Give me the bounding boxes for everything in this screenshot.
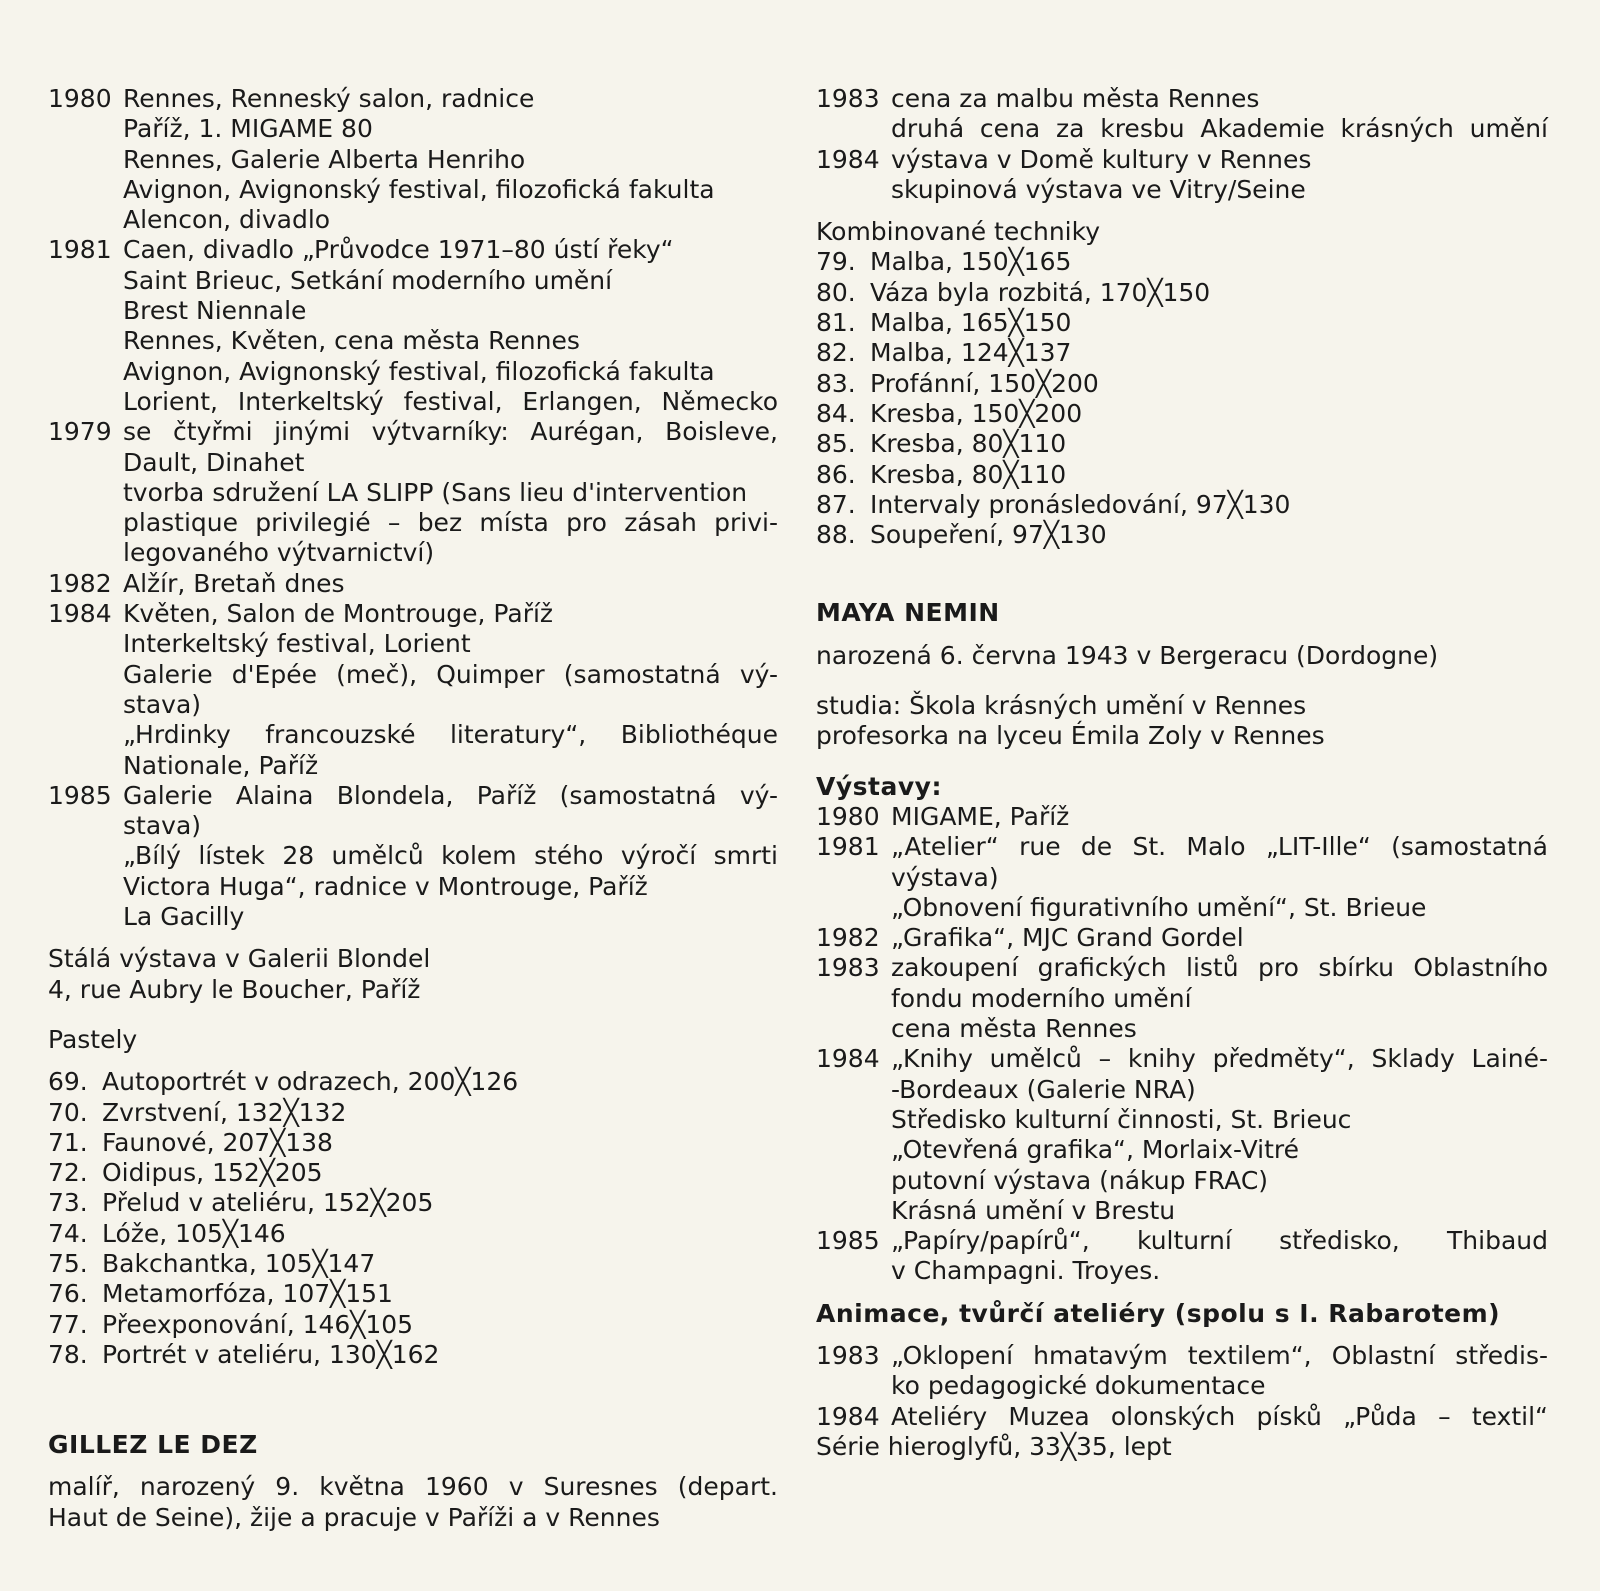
item-number: 86.	[816, 459, 856, 489]
item-number: 71.	[48, 1127, 88, 1157]
entry-line: stava)	[123, 811, 202, 841]
entry-line: „Bílý lístek 28 umělců kolem stého výročí smrti	[123, 841, 778, 871]
text-line: Stálá výstava v Galerii Blondel	[48, 944, 431, 974]
year-entry	[816, 832, 1548, 923]
entry-line: Caen, divadlo „Průvodce 1971–80 ústí řeky“	[123, 235, 674, 265]
item-title: Přelud v ateliéru, 152╳205	[102, 1188, 434, 1218]
entry-line: „Otevřená grafika“, Morlaix-Vitré	[891, 1135, 1299, 1165]
entry-line: fondu moderního umění	[891, 983, 1192, 1013]
year-entry	[816, 1044, 1548, 1226]
catalog-item	[48, 1249, 778, 1279]
year-entry	[816, 1226, 1548, 1287]
entry-line: Paříž, 1. MIGAME 80	[123, 114, 373, 144]
catalog-item	[48, 1098, 778, 1128]
entry-body	[123, 84, 778, 235]
item-number: 81.	[816, 308, 856, 338]
year-label: 1983	[816, 84, 880, 113]
item-title: Lóže, 105╳146	[102, 1218, 286, 1248]
catalog-item	[816, 247, 1548, 277]
item-title: Faunové, 207╳138	[102, 1127, 333, 1157]
year-entry	[48, 417, 778, 568]
entry-body	[891, 1226, 1548, 1287]
spacer	[816, 1329, 1548, 1341]
entry-line: zakoupení grafických listů pro sbírku Oblastního	[891, 953, 1548, 983]
entry-line: Saint Brieuc, Setkání moderního umění	[123, 265, 613, 295]
catalog-item	[48, 1219, 778, 1249]
entry-body	[891, 1402, 1548, 1432]
year-entry	[816, 145, 1548, 206]
entry-line: Krásná umění v Brestu	[891, 1195, 1176, 1225]
item-number: 79.	[816, 247, 856, 277]
entry-line: Nationale, Paříž	[123, 750, 319, 780]
entry-line: „Atelier“ rue de St. Malo „LIT-Ille“ (samostatná	[891, 832, 1548, 862]
item-number: 76.	[48, 1279, 88, 1309]
entry-line: „Papíry/papírů“, kulturní středisko, Thibaud	[891, 1226, 1548, 1256]
year-label: 1983	[816, 1340, 880, 1370]
spacer	[816, 752, 1548, 772]
year-entry	[48, 84, 778, 235]
spacer	[816, 1287, 1548, 1299]
item-title: Kresba, 80╳110	[870, 459, 1067, 489]
entry-line: -Bordeaux (Galerie NRA)	[891, 1074, 1196, 1104]
section-title-pastels: Pastely	[48, 1024, 138, 1054]
entry-line: Lorient, Interkeltský festival, Erlangen, Německo	[123, 386, 778, 416]
item-title: Malba, 150╳165	[870, 247, 1072, 277]
entry-line: Rennes, Galerie Alberta Henriho	[123, 144, 526, 174]
entry-body	[123, 599, 778, 781]
left-column	[48, 84, 778, 1533]
year-entry	[816, 953, 1548, 1044]
entry-line: Alencon, divadlo	[123, 205, 331, 235]
item-number: 77.	[48, 1309, 88, 1339]
item-title: Kresba, 150╳200	[870, 398, 1083, 428]
catalog-item	[816, 429, 1548, 459]
item-number: 75.	[48, 1248, 88, 1278]
entry-line: „Hrdinky francouzské literatury“, Bibliothéque	[123, 720, 778, 750]
catalog-item	[48, 1340, 778, 1370]
spacer	[48, 1370, 778, 1418]
text-line: 4, rue Aubry le Boucher, Paříž	[48, 974, 421, 1004]
year-label: 1980	[816, 801, 880, 831]
entry-line: MIGAME, Paříž	[891, 801, 1070, 831]
catalog-item	[48, 1067, 778, 1097]
catalog-item	[816, 338, 1548, 368]
entry-body	[891, 1044, 1548, 1226]
section-title-exhibitions: Výstavy:	[816, 771, 942, 801]
item-title: Soupeření, 97╳130	[870, 520, 1107, 550]
catalog-item	[816, 369, 1548, 399]
entry-body	[123, 235, 778, 417]
entry-line: La Gacilly	[123, 902, 245, 932]
year-entry	[816, 923, 1548, 953]
item-title: Portrét v ateliéru, 130╳162	[102, 1339, 440, 1369]
item-title: Váza byla rozbitá, 170╳150	[870, 277, 1211, 307]
text-line: malíř, narozený 9. května 1960 v Suresnes (depart.	[48, 1472, 778, 1502]
spacer	[816, 629, 1548, 641]
item-title: Přeexponování, 146╳105	[102, 1309, 414, 1339]
entry-line: tvorba sdružení LA SLIPP (Sans lieu d'intervention	[123, 477, 748, 507]
catalog-item	[816, 308, 1548, 338]
entry-line: plastique privilegié – bez místa pro zásah privi-	[123, 508, 778, 538]
entry-body	[891, 953, 1548, 1044]
entry-line: cena města Rennes	[891, 1014, 1137, 1044]
entry-line: legovaného výtvarnictví)	[123, 538, 435, 568]
entry-line: Středisko kulturní činnosti, St. Brieuc	[891, 1104, 1352, 1134]
entry-body	[891, 923, 1548, 953]
item-title: Intervaly pronásledování, 97╳130	[870, 489, 1291, 519]
year-label: 1985	[816, 1226, 880, 1256]
year-entry	[48, 781, 778, 932]
catalog-item	[816, 490, 1548, 520]
entry-body	[891, 145, 1548, 206]
entry-line: výstava v Domě kultury v Rennes	[891, 144, 1312, 174]
right-column	[816, 84, 1548, 1462]
section-title-animation: Animace, tvůrčí ateliéry (spolu s I. Rabarotem)	[816, 1298, 1501, 1328]
series-line: Série hieroglyfů, 33╳35, lept	[816, 1431, 1172, 1461]
spacer	[816, 205, 1548, 217]
spacer	[48, 932, 778, 944]
item-title: Profánní, 150╳200	[870, 368, 1099, 398]
text-line: Haut de Seine), žije a pracuje v Paříži a v Rennes	[48, 1502, 660, 1532]
artist-born: narozená 6. června 1943 v Bergeracu (Dordogne)	[816, 640, 1439, 670]
item-title: Metamorfóza, 107╳151	[102, 1279, 393, 1309]
year-entry	[816, 1402, 1548, 1432]
entry-line: Květen, Salon de Montrouge, Paříž	[123, 599, 554, 629]
entry-line: druhá cena za kresbu Akademie krásných umění	[891, 114, 1548, 144]
year-label: 1979	[48, 417, 112, 447]
item-title: Zvrstvení, 132╳132	[102, 1097, 347, 1127]
entry-line: Dault, Dinahet	[123, 447, 305, 477]
catalog-item	[816, 520, 1548, 550]
year-entry	[48, 569, 778, 599]
year-label: 1980	[48, 84, 112, 113]
year-label: 1983	[816, 953, 880, 983]
entry-line: Ateliéry Muzea olonských písků „Půda – textil“	[891, 1401, 1548, 1431]
entry-line: Rennes, Květen, cena města Rennes	[123, 326, 580, 356]
entry-body	[891, 1341, 1548, 1402]
entry-line: výstava)	[891, 862, 999, 892]
year-label: 1984	[48, 599, 112, 629]
entry-line: „Knihy umělců – knihy předměty“, Sklady Lainé-	[891, 1044, 1548, 1074]
catalog-item	[816, 278, 1548, 308]
entry-line: Galerie Alaina Blondela, Paříž (samostatná vý-	[123, 780, 778, 810]
entry-line: stava)	[123, 689, 202, 719]
item-number: 74.	[48, 1218, 88, 1248]
entry-line: ko pedagogické dokumentace	[891, 1371, 1266, 1401]
item-number: 84.	[816, 398, 856, 428]
section-title-mixed: Kombinované techniky	[816, 217, 1100, 247]
catalog-item	[48, 1310, 778, 1340]
item-title: Bakchantka, 105╳147	[102, 1248, 376, 1278]
entry-line: „Obnovení figurativního umění“, St. Brieue	[891, 892, 1427, 922]
item-number: 83.	[816, 368, 856, 398]
entry-line: Avignon, Avignonský festival, filozofická fakulta	[123, 356, 715, 386]
entry-body	[891, 832, 1548, 923]
text-line: profesorka na lyceu Émila Zoly v Rennes	[816, 721, 1325, 751]
entry-line: v Champagni. Troyes.	[891, 1256, 1161, 1286]
year-label: 1984	[816, 1401, 880, 1431]
item-number: 69.	[48, 1067, 88, 1097]
item-number: 70.	[48, 1097, 88, 1127]
entry-body	[891, 84, 1548, 145]
item-title: Kresba, 80╳110	[870, 429, 1067, 459]
entry-line: Victora Huga“, radnice v Montrouge, Paříž	[123, 871, 648, 901]
entry-body	[891, 802, 1548, 832]
year-label: 1982	[48, 568, 112, 598]
entry-line: skupinová výstava ve Vitry/Seine	[891, 174, 1306, 204]
item-number: 82.	[816, 338, 856, 368]
item-title: Malba, 124╳137	[870, 338, 1072, 368]
spacer	[48, 1005, 778, 1025]
item-title: Oidipus, 152╳205	[102, 1158, 323, 1188]
year-entry	[48, 599, 778, 781]
item-number: 78.	[48, 1339, 88, 1369]
catalog-item	[48, 1128, 778, 1158]
spacer	[816, 550, 1548, 598]
catalog-item	[816, 399, 1548, 429]
entry-line: se čtyřmi jinými výtvarníky: Aurégan, Boisleve,	[123, 417, 778, 447]
year-entry	[48, 235, 778, 417]
entry-body	[123, 417, 778, 568]
spacer	[48, 1460, 778, 1472]
entry-line: putovní výstava (nákup FRAC)	[891, 1165, 1269, 1195]
artist-name: GILLEZ LE DEZ	[48, 1430, 258, 1460]
item-number: 80.	[816, 277, 856, 307]
item-number: 87.	[816, 489, 856, 519]
spacer	[48, 1055, 778, 1067]
entry-line: Alžír, Bretaň dnes	[123, 568, 345, 598]
item-number: 72.	[48, 1158, 88, 1188]
year-label: 1981	[816, 832, 880, 862]
catalog-item	[816, 460, 1548, 490]
entry-line: Brest Niennale	[123, 296, 307, 326]
spacer	[816, 671, 1548, 691]
artist-name: MAYA NEMIN	[816, 598, 1000, 628]
item-number: 85.	[816, 429, 856, 459]
year-label: 1984	[816, 1044, 880, 1074]
entry-line: „Grafika“, MJC Grand Gordel	[891, 923, 1244, 953]
entry-line: cena za malbu města Rennes	[891, 84, 1260, 113]
catalog-item	[48, 1188, 778, 1218]
entry-line: Rennes, Renneský salon, radnice	[123, 84, 535, 113]
entry-body	[123, 781, 778, 932]
catalog-item	[48, 1158, 778, 1188]
item-title: Autoportrét v odrazech, 200╳126	[102, 1067, 519, 1097]
year-label: 1981	[48, 235, 112, 265]
item-number: 88.	[816, 520, 856, 550]
year-entry	[816, 1341, 1548, 1402]
year-entry	[816, 84, 1548, 145]
item-title: Malba, 165╳150	[870, 308, 1072, 338]
text-line: studia: Škola krásných umění v Rennes	[816, 691, 1307, 721]
entry-line: Interkeltský festival, Lorient	[123, 629, 471, 659]
year-label: 1985	[48, 780, 112, 810]
year-label: 1984	[816, 144, 880, 174]
year-entry	[816, 802, 1548, 832]
catalog-item	[48, 1279, 778, 1309]
entry-line: Avignon, Avignonský festival, filozofická fakulta	[123, 174, 715, 204]
entry-body	[123, 569, 778, 599]
item-number: 73.	[48, 1188, 88, 1218]
entry-line: „Oklopení hmatavým textilem“, Oblastní středis-	[891, 1340, 1548, 1370]
spacer	[48, 1418, 778, 1430]
year-label: 1982	[816, 923, 880, 953]
entry-line: Galerie d'Epée (meč), Quimper (samostatná vý-	[123, 659, 778, 689]
